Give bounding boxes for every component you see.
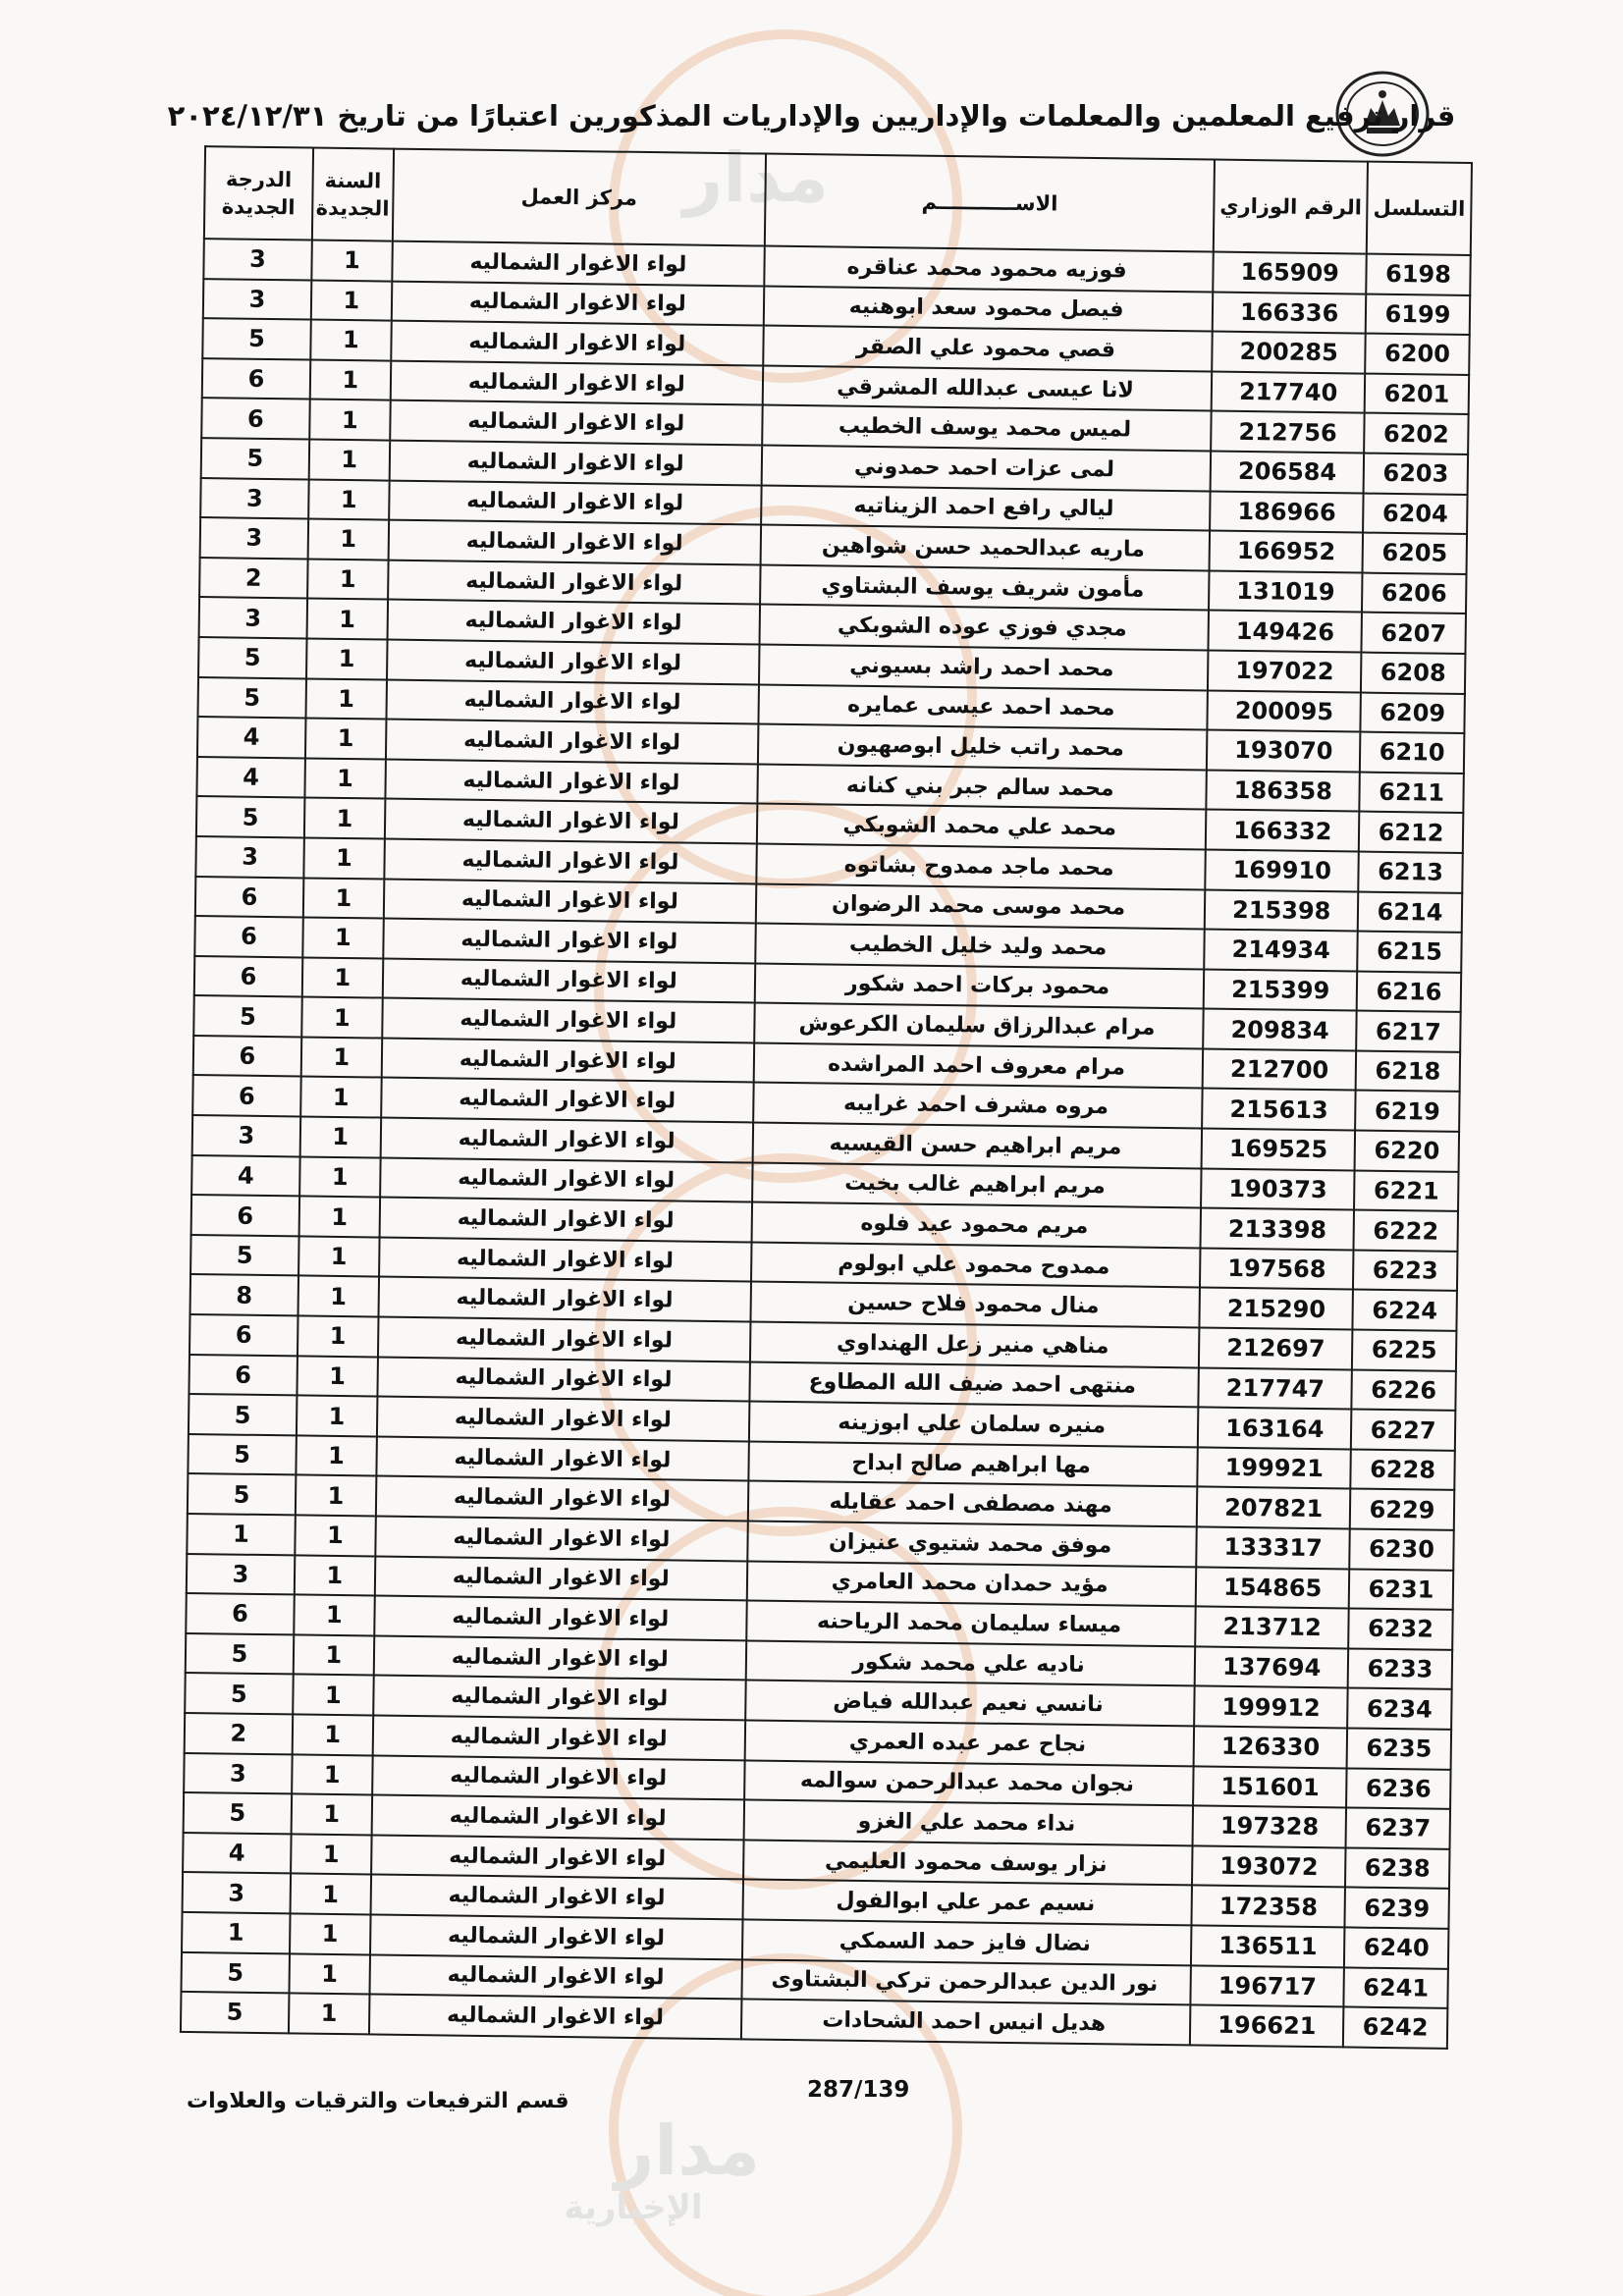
cell-new-year: 1	[293, 1714, 373, 1755]
cell-seq: 6229	[1350, 1489, 1454, 1530]
cell-name: هديل انيس احمد الشحادات	[741, 2000, 1191, 2046]
cell-name: نزار يوسف محمود العليمي	[743, 1840, 1193, 1886]
cell-name: مأمون شريف يوسف البشتاوي	[760, 564, 1210, 611]
cell-ministry-number: 166952	[1210, 531, 1363, 573]
cell-name: محمد وليد خليل الخطيب	[755, 924, 1205, 970]
cell-ministry-number: 165909	[1214, 252, 1367, 294]
cell-work-center: لواء الاغوار الشماليه	[379, 1237, 751, 1282]
cell-seq: 6212	[1359, 812, 1463, 853]
footer-department: قسم الترفيعات والترقيات والعلاوات	[187, 2089, 569, 2113]
cell-work-center: لواء الاغوار الشماليه	[392, 281, 764, 326]
cell-seq: 6214	[1358, 891, 1462, 933]
cell-ministry-number: 213712	[1196, 1607, 1349, 1649]
cell-seq: 6208	[1361, 652, 1465, 693]
cell-new-grade: 5	[188, 1473, 296, 1515]
cell-seq: 6204	[1363, 493, 1467, 534]
cell-name: ممدوح محمود علي ابولوم	[751, 1242, 1201, 1288]
cell-new-grade: 5	[197, 677, 305, 719]
cell-ministry-number: 215290	[1200, 1288, 1353, 1330]
cell-work-center: لواء الاغوار الشماليه	[378, 1317, 750, 1362]
cell-name: ميساء سليمان محمد الرياحنه	[746, 1601, 1196, 1647]
cell-seq: 6220	[1355, 1131, 1459, 1172]
cell-ministry-number: 136511	[1191, 1925, 1344, 1967]
cell-ministry-number: 163164	[1198, 1408, 1351, 1450]
cell-name: مجدي فوزي عوده الشوبكي	[759, 605, 1209, 651]
cell-ministry-number: 172358	[1192, 1886, 1345, 1928]
cell-new-year: 1	[303, 878, 384, 919]
cell-name: لميس محمد يوسف الخطيب	[762, 405, 1212, 452]
cell-new-grade: 6	[193, 1036, 301, 1077]
cell-name: مروه مشرف احمد غرايبه	[753, 1083, 1203, 1129]
cell-ministry-number: 197022	[1208, 650, 1361, 692]
cell-name: مريم ابراهيم حسن القيسيه	[752, 1123, 1202, 1169]
cell-name: نجوان محمد عبدالرحمن سوالمه	[744, 1760, 1194, 1806]
cell-seq: 6234	[1347, 1688, 1451, 1730]
cell-seq: 6221	[1354, 1170, 1458, 1211]
cell-seq: 6238	[1345, 1847, 1449, 1889]
cell-ministry-number: 190373	[1201, 1168, 1354, 1210]
cell-new-grade: 3	[187, 1554, 295, 1595]
cell-new-year: 1	[289, 1994, 369, 2035]
cell-work-center: لواء الاغوار الشماليه	[386, 720, 758, 765]
cell-work-center: لواء الاغوار الشماليه	[385, 759, 757, 804]
cell-name: نانسي نعيم عبدالله فياض	[745, 1681, 1195, 1727]
cell-ministry-number: 215613	[1203, 1089, 1356, 1131]
cell-name: محمد احمد عيسى عمايره	[758, 684, 1208, 730]
cell-new-year: 1	[294, 1595, 374, 1636]
cell-new-grade: 5	[201, 438, 309, 479]
cell-seq: 6240	[1344, 1927, 1448, 1968]
cell-new-grade: 4	[183, 1833, 291, 1874]
cell-ministry-number: 199912	[1195, 1686, 1348, 1729]
cell-work-center: لواء الاغوار الشماليه	[373, 1676, 745, 1721]
cell-new-grade: 3	[183, 1872, 291, 1913]
cell-work-center: لواء الاغوار الشماليه	[380, 1157, 752, 1202]
cell-new-grade: 2	[199, 558, 307, 599]
cell-work-center: لواء الاغوار الشماليه	[388, 520, 760, 565]
cell-new-year: 1	[301, 1037, 382, 1078]
cell-seq: 6211	[1359, 772, 1463, 813]
cell-new-grade: 3	[203, 279, 311, 320]
cell-seq: 6225	[1352, 1330, 1456, 1371]
header-new-year: السنة الجديدة	[312, 148, 394, 241]
cell-new-grade: 3	[200, 517, 308, 559]
cell-ministry-number: 200095	[1208, 690, 1361, 732]
cell-seq: 6231	[1349, 1569, 1453, 1610]
cell-new-grade: 6	[202, 358, 310, 400]
cell-new-grade: 3	[184, 1753, 292, 1794]
cell-work-center: لواء الاغوار الشماليه	[384, 879, 756, 924]
cell-new-year: 1	[292, 1754, 372, 1795]
cell-ministry-number: 212756	[1212, 411, 1365, 454]
cell-ministry-number: 197568	[1200, 1248, 1353, 1290]
document-title: قرار ترفيع المعلمين والمعلمات والإداريين والإداريات المذكورين اعتبارًا من تاريخ ٢٠٢٤/١٢/٣١	[167, 99, 1456, 133]
cell-ministry-number: 186358	[1207, 770, 1360, 812]
cell-name: محمد احمد راشد بسيوني	[759, 644, 1209, 690]
cell-name: محمود بركات احمد شكور	[755, 963, 1205, 1009]
cell-ministry-number: 206584	[1211, 452, 1364, 494]
cell-new-year: 1	[295, 1555, 375, 1596]
cell-new-year: 1	[291, 1834, 371, 1875]
cell-new-year: 1	[305, 719, 386, 760]
cell-seq: 6217	[1356, 1011, 1460, 1052]
promotions-table-wrapper	[180, 145, 1473, 2049]
cell-seq: 6241	[1343, 1967, 1447, 2008]
table-body	[181, 239, 1471, 2048]
cell-name: ناديه علي محمد شكور	[745, 1640, 1195, 1686]
table-header-row	[204, 146, 1472, 255]
cell-name: لانا عيسى عبدالله المشرقي	[762, 365, 1212, 411]
cell-work-center: لواء الاغوار الشماليه	[376, 1476, 748, 1522]
cell-new-grade: 6	[192, 1075, 300, 1116]
header-seq: التسلسل	[1367, 162, 1472, 255]
cell-new-grade: 5	[193, 995, 301, 1037]
cell-new-year: 1	[306, 599, 387, 640]
cell-name: ليالي رافع احمد الزيناتيه	[761, 485, 1211, 531]
cell-new-grade: 5	[196, 796, 304, 837]
cell-new-year: 1	[297, 1356, 377, 1397]
cell-new-grade: 6	[201, 398, 309, 439]
cell-work-center: لواء الاغوار الشماليه	[375, 1516, 747, 1561]
cell-work-center: لواء الاغوار الشماليه	[374, 1596, 746, 1641]
cell-new-year: 1	[290, 1874, 370, 1915]
cell-new-grade: 6	[186, 1593, 294, 1634]
cell-ministry-number: 131019	[1209, 570, 1362, 613]
cell-name: مهند مصطفى احمد عقايله	[748, 1481, 1198, 1527]
cell-ministry-number: 199921	[1198, 1447, 1351, 1489]
cell-work-center: لواء الاغوار الشماليه	[391, 321, 763, 366]
cell-seq: 6206	[1362, 572, 1466, 614]
cell-new-year: 1	[305, 678, 386, 720]
cell-work-center: لواء الاغوار الشماليه	[379, 1198, 751, 1243]
cell-name: ماريه عبدالحميد حسن شواهين	[760, 525, 1210, 571]
cell-ministry-number: 197328	[1193, 1806, 1346, 1848]
cell-new-grade: 5	[185, 1673, 293, 1714]
svg-text:مدار: مدار	[682, 137, 830, 218]
cell-name: فيصل محمود سعد ابوهنيه	[764, 286, 1214, 332]
cell-name: محمد علي محمد الشوبكي	[757, 804, 1207, 850]
cell-new-grade: 5	[181, 1992, 289, 2033]
cell-new-grade: 3	[192, 1115, 300, 1156]
cell-new-year: 1	[300, 1077, 381, 1118]
svg-text:الإخبارية: الإخبارية	[564, 2188, 703, 2227]
cell-name: محمد راتب خليل ابوصهيون	[758, 724, 1208, 771]
cell-ministry-number: 217747	[1199, 1367, 1352, 1410]
header-work-center: مركز العمل	[393, 149, 766, 246]
cell-new-grade: 4	[191, 1155, 299, 1197]
cell-seq: 6199	[1366, 294, 1470, 335]
cell-work-center: لواء الاغوار الشماليه	[377, 1397, 749, 1442]
cell-new-year: 1	[298, 1236, 379, 1277]
cell-work-center: لواء الاغوار الشماليه	[381, 1038, 753, 1083]
cell-new-year: 1	[308, 479, 389, 520]
cell-work-center: لواء الاغوار الشماليه	[387, 640, 759, 685]
cell-new-year: 1	[310, 359, 391, 400]
cell-seq: 6232	[1348, 1609, 1452, 1650]
cell-new-year: 1	[296, 1475, 376, 1517]
cell-new-grade: 6	[189, 1355, 297, 1396]
cell-seq: 6236	[1346, 1768, 1450, 1809]
cell-work-center: لواء الاغوار الشماليه	[374, 1635, 746, 1681]
cell-seq: 6209	[1360, 692, 1464, 733]
cell-seq: 6233	[1348, 1648, 1452, 1689]
cell-new-grade: 4	[197, 717, 305, 758]
cell-new-year: 1	[290, 1913, 370, 1954]
cell-ministry-number: 209834	[1204, 1009, 1357, 1051]
cell-work-center: لواء الاغوار الشماليه	[392, 241, 764, 287]
cell-seq: 6226	[1351, 1369, 1455, 1411]
cell-name: مرام عبدالرزاق سليمان الكرعوش	[754, 1003, 1204, 1049]
cell-new-year: 1	[302, 918, 383, 959]
cell-seq: 6239	[1345, 1888, 1449, 1929]
cell-new-grade: 5	[184, 1792, 292, 1834]
cell-work-center: لواء الاغوار الشماليه	[377, 1357, 749, 1402]
cell-ministry-number: 149426	[1209, 611, 1362, 653]
cell-new-year: 1	[302, 957, 383, 998]
cell-new-grade: 5	[188, 1434, 296, 1475]
cell-name: لمى عزات احمد حمدوني	[761, 446, 1211, 492]
cell-seq: 6242	[1343, 2007, 1447, 2049]
cell-name: مناهي منير زعل الهنداوي	[750, 1322, 1200, 1368]
cell-seq: 6203	[1364, 454, 1468, 495]
cell-work-center: لواء الاغوار الشماليه	[370, 1875, 742, 1920]
cell-seq: 6222	[1354, 1210, 1458, 1252]
cell-new-year: 1	[304, 758, 385, 799]
cell-seq: 6227	[1351, 1410, 1455, 1451]
cell-seq: 6200	[1365, 334, 1469, 375]
cell-new-grade: 5	[190, 1235, 298, 1276]
cell-seq: 6219	[1355, 1091, 1459, 1132]
cell-ministry-number: 151601	[1193, 1766, 1346, 1808]
cell-work-center: لواء الاغوار الشماليه	[372, 1755, 744, 1800]
cell-new-year: 1	[303, 837, 384, 879]
cell-ministry-number: 196621	[1190, 2005, 1343, 2048]
cell-work-center: لواء الاغوار الشماليه	[375, 1556, 747, 1601]
cell-new-grade: 4	[196, 757, 304, 798]
cell-new-grade: 1	[187, 1514, 295, 1555]
header-ministry-number: الرقم الوزاري	[1214, 160, 1368, 254]
cell-work-center: لواء الاغوار الشماليه	[369, 1954, 741, 2000]
promotions-table	[180, 145, 1473, 2049]
cell-name: فوزيه محمود محمد عناقره	[764, 246, 1214, 293]
cell-ministry-number: 154865	[1196, 1567, 1349, 1609]
cell-new-year: 1	[297, 1396, 377, 1437]
cell-new-grade: 6	[189, 1314, 298, 1356]
cell-new-year: 1	[296, 1435, 376, 1476]
cell-seq: 6235	[1347, 1728, 1451, 1769]
cell-ministry-number: 137694	[1195, 1646, 1348, 1688]
cell-ministry-number: 207821	[1197, 1487, 1350, 1529]
cell-new-year: 1	[311, 280, 392, 321]
cell-ministry-number: 126330	[1194, 1726, 1347, 1768]
cell-new-year: 1	[295, 1515, 375, 1556]
cell-work-center: لواء الاغوار الشماليه	[385, 799, 757, 844]
cell-ministry-number: 212700	[1203, 1048, 1356, 1091]
cell-seq: 6228	[1350, 1449, 1454, 1490]
cell-seq: 6213	[1358, 851, 1462, 892]
cell-name: مها ابراهيم صالح ابداح	[748, 1441, 1198, 1487]
cell-name: محمد موسى محمد الرضوان	[756, 883, 1206, 930]
cell-new-grade: 1	[182, 1912, 290, 1953]
cell-name: منتهى احمد ضيف الله المطاوع	[749, 1362, 1199, 1408]
header-name: الاســـــــــــم	[765, 154, 1216, 252]
cell-seq: 6202	[1364, 413, 1468, 454]
cell-ministry-number: 193070	[1207, 730, 1360, 773]
cell-new-year: 1	[309, 400, 390, 441]
svg-text:مدار: مدار	[614, 2110, 761, 2191]
cell-seq: 6218	[1356, 1050, 1460, 1092]
document-header	[167, 84, 1456, 147]
cell-name: مرام معروف احمد المراشده	[753, 1042, 1203, 1089]
cell-ministry-number: 166336	[1213, 292, 1366, 334]
cell-seq: 6198	[1366, 254, 1470, 295]
cell-ministry-number: 166332	[1206, 810, 1359, 852]
cell-ministry-number: 133317	[1197, 1526, 1350, 1569]
cell-new-grade: 3	[199, 597, 307, 638]
cell-name: نضال فايز حمد السمكي	[742, 1919, 1192, 1965]
cell-new-year: 1	[310, 320, 391, 361]
cell-work-center: لواء الاغوار الشماليه	[372, 1715, 744, 1760]
cell-new-year: 1	[307, 519, 388, 561]
cell-seq: 6210	[1360, 732, 1464, 774]
cell-new-grade: 5	[189, 1394, 297, 1435]
cell-new-year: 1	[298, 1315, 378, 1357]
cell-new-grade: 5	[181, 1951, 289, 1993]
cell-name: موفق محمد شتيوي عنيزان	[747, 1521, 1197, 1567]
cell-name: مريم محمود عيد فلوه	[751, 1202, 1201, 1249]
cell-new-year: 1	[299, 1156, 380, 1198]
cell-work-center: لواء الاغوار الشماليه	[387, 600, 759, 645]
cell-work-center: لواء الاغوار الشماليه	[369, 1995, 741, 2040]
cell-seq: 6230	[1349, 1528, 1453, 1570]
cell-name: مريم ابراهيم غالب بخيت	[752, 1162, 1202, 1208]
cell-new-year: 1	[294, 1634, 374, 1676]
cell-seq: 6207	[1362, 613, 1466, 654]
cell-work-center: لواء الاغوار الشماليه	[383, 958, 755, 1003]
cell-work-center: لواء الاغوار الشماليه	[380, 1118, 752, 1163]
cell-work-center: لواء الاغوار الشماليه	[388, 560, 760, 605]
cell-new-year: 1	[299, 1117, 380, 1158]
cell-new-year: 1	[307, 559, 388, 600]
cell-name: منيره سلمان علي ابوزينه	[749, 1402, 1199, 1448]
cell-new-grade: 6	[194, 916, 302, 957]
cell-ministry-number: 217740	[1212, 371, 1365, 413]
cell-new-grade: 3	[203, 239, 311, 280]
cell-ministry-number: 212697	[1199, 1327, 1352, 1369]
cell-new-grade: 6	[195, 877, 303, 918]
cell-work-center: لواء الاغوار الشماليه	[381, 1078, 753, 1123]
cell-new-grade: 5	[202, 318, 310, 359]
cell-name: محمد سالم جبر بني كنانه	[757, 764, 1207, 810]
cell-new-grade: 6	[191, 1195, 299, 1236]
cell-new-year: 1	[309, 439, 390, 480]
cell-name: نداء محمد علي الغزو	[743, 1800, 1193, 1846]
cell-ministry-number: 215399	[1204, 969, 1357, 1011]
cell-name: نجاح عمر عبده العمري	[744, 1720, 1194, 1766]
cell-ministry-number: 186966	[1210, 491, 1363, 533]
cell-work-center: لواء الاغوار الشماليه	[389, 441, 761, 486]
cell-new-grade: 3	[200, 478, 308, 519]
cell-new-grade: 2	[185, 1713, 293, 1754]
cell-work-center: لواء الاغوار الشماليه	[371, 1795, 743, 1841]
cell-ministry-number: 213398	[1201, 1208, 1354, 1251]
cell-new-year: 1	[298, 1276, 378, 1317]
cell-work-center: لواء الاغوار الشماليه	[371, 1835, 743, 1880]
cell-ministry-number: 169525	[1202, 1129, 1355, 1171]
cell-new-grade: 3	[195, 836, 303, 878]
cell-ministry-number: 214934	[1205, 930, 1358, 972]
cell-new-year: 1	[304, 798, 385, 839]
cell-new-year: 1	[306, 638, 387, 679]
cell-seq: 6237	[1346, 1808, 1450, 1849]
cell-work-center: لواء الاغوار الشماليه	[391, 360, 763, 405]
cell-new-grade: 5	[198, 637, 306, 678]
cell-name: قصي محمود علي الصقر	[763, 326, 1213, 372]
cell-name: نسيم عمر علي ابوالفول	[742, 1880, 1192, 1926]
cell-seq: 6201	[1365, 373, 1469, 414]
cell-seq: 6223	[1353, 1250, 1457, 1291]
cell-new-year: 1	[298, 1197, 379, 1238]
cell-new-year: 1	[291, 1794, 371, 1836]
cell-ministry-number: 169910	[1206, 849, 1359, 891]
cell-work-center: لواء الاغوار الشماليه	[382, 998, 754, 1043]
cell-ministry-number: 200285	[1213, 332, 1366, 374]
cell-seq: 6215	[1357, 932, 1461, 973]
cell-seq: 6224	[1352, 1290, 1456, 1331]
cell-seq: 6205	[1363, 533, 1467, 574]
cell-new-grade: 5	[186, 1633, 294, 1675]
cell-new-year: 1	[301, 997, 382, 1039]
cell-new-year: 1	[311, 240, 392, 282]
cell-new-year: 1	[293, 1675, 373, 1716]
cell-work-center: لواء الاغوار الشماليه	[383, 919, 755, 964]
page-number: 287/139	[807, 2077, 910, 2103]
cell-name: نور الدين عبدالرحمن تركي البشتاوى	[741, 1959, 1191, 2005]
cell-work-center: لواء الاغوار الشماليه	[370, 1914, 742, 1959]
cell-work-center: لواء الاغوار الشماليه	[378, 1277, 750, 1322]
header-new-grade: الدرجة الجديدة	[204, 146, 313, 240]
cell-work-center: لواء الاغوار الشماليه	[384, 838, 756, 883]
cell-new-year: 1	[289, 1953, 369, 1995]
cell-work-center: لواء الاغوار الشماليه	[386, 679, 758, 724]
cell-work-center: لواء الاغوار الشماليه	[390, 400, 762, 446]
cell-new-grade: 6	[194, 956, 302, 997]
cell-work-center: لواء الاغوار الشماليه	[376, 1436, 748, 1481]
cell-ministry-number: 196717	[1191, 1965, 1344, 2007]
cell-name: منال محمود فلاح حسين	[750, 1282, 1200, 1328]
cell-seq: 6216	[1357, 971, 1461, 1012]
cell-new-grade: 8	[190, 1274, 298, 1315]
cell-ministry-number: 193072	[1192, 1845, 1345, 1888]
cell-name: مؤيد حمدان محمد العامري	[747, 1561, 1197, 1607]
cell-ministry-number: 215398	[1205, 889, 1358, 932]
cell-work-center: لواء الاغوار الشماليه	[389, 480, 761, 525]
cell-name: محمد ماجد ممدوح بشاتوه	[756, 843, 1206, 889]
